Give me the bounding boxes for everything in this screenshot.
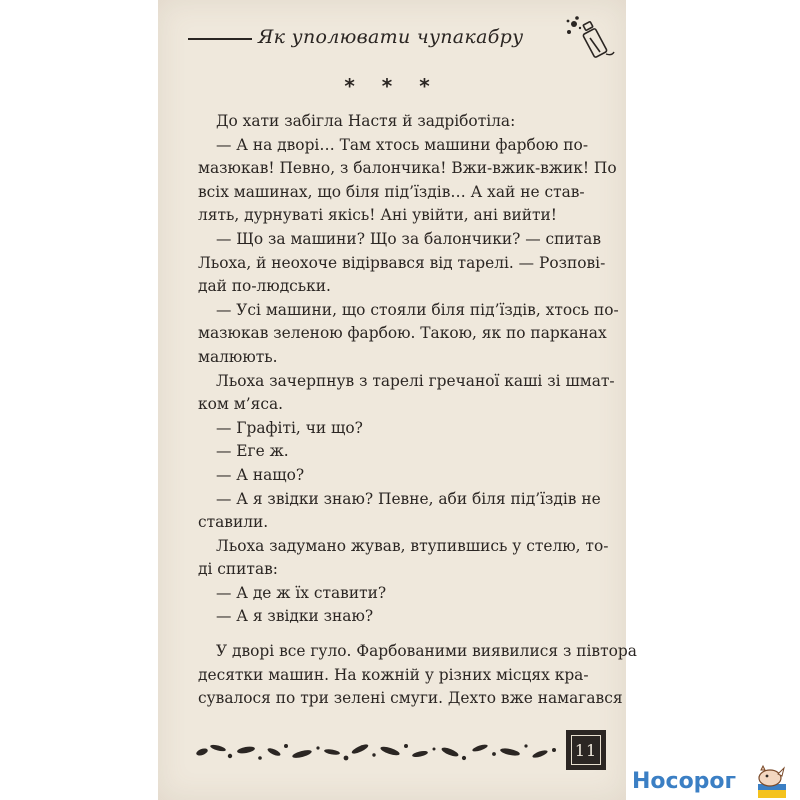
text-line: — А я звідки знаю? Певне, аби біля під’їздів не	[216, 489, 601, 508]
text-line: Льоха задумано жував, втупившись у стелю, то-	[216, 536, 609, 555]
text-line: ді спитав:	[198, 560, 278, 579]
text-line: У дворі все гуло. Фарбованими виявилися з півтора	[216, 642, 637, 661]
paragraph	[198, 134, 617, 228]
rhino-mascot-icon	[750, 764, 790, 800]
page-number-box	[566, 730, 606, 770]
text-line: сувалося по три зелені смуги. Дехто вже намагався	[198, 689, 623, 708]
paragraph	[198, 464, 578, 488]
text-line: — А на дворі… Там хтось машини фарбою по-	[216, 135, 589, 154]
text-line: мазюкав! Певно, з балончика! Вжи-вжик-вжик! По	[198, 159, 617, 178]
page-number: 11	[574, 740, 598, 760]
watermark-text: Носорог	[632, 769, 737, 794]
text-line: До хати забігла Настя й задріботіла:	[216, 112, 516, 130]
book-page	[158, 0, 637, 800]
paragraph	[198, 417, 578, 441]
running-head	[178, 14, 618, 60]
ink-splatter-ornament	[194, 738, 562, 764]
text-line: — Що за машини? Що за балончики? — спитав	[216, 229, 601, 248]
text-line: Льоха зачерпнув з тарелі гречаної каші зі шмат-	[216, 371, 615, 390]
paragraph	[198, 370, 615, 417]
text-line: лять, дурнуваті якісь! Ані увійти, ані вийти!	[198, 206, 557, 225]
paragraph-gap	[198, 629, 578, 640]
text-line: — Усі машини, що стояли біля під’їздів, хтось по-	[216, 300, 619, 319]
text-line: малюють.	[198, 347, 278, 366]
page-number-frame	[571, 735, 601, 765]
watermark	[622, 764, 800, 800]
text-line: — А де ж їх ставити?	[216, 583, 387, 602]
paragraph	[198, 640, 637, 711]
paragraph	[198, 440, 578, 464]
paragraph	[198, 228, 606, 299]
text-line: — Графіті, чи що?	[216, 418, 363, 437]
text-line: десятки машин. На кожній у різних місцях кра-	[198, 665, 589, 684]
running-title: Як уполювати чупакабру	[258, 26, 524, 48]
body-text	[198, 110, 637, 711]
text-line: мазюкав зеленою фарбою. Такою, як по парканах	[198, 324, 607, 343]
text-line: Льоха, й неохоче відірвався від тарелі. — Розпові-	[198, 253, 606, 272]
scene-divider: * * *	[344, 74, 440, 98]
paragraph	[198, 582, 578, 606]
paragraph	[198, 488, 601, 535]
text-line: ставили.	[198, 513, 269, 532]
text-line: дай по-людськи.	[198, 277, 331, 296]
paragraph	[198, 299, 619, 370]
paragraph	[198, 110, 578, 134]
text-line: ком м’яса.	[198, 395, 284, 414]
text-line: всіх машинах, що біля під’їздів… А хай не став-	[198, 182, 585, 201]
text-line: — Еге ж.	[216, 442, 289, 461]
text-line: — А я звідки знаю?	[216, 607, 374, 626]
head-rule	[188, 38, 252, 40]
paragraph	[198, 535, 609, 582]
paragraph	[198, 605, 578, 629]
text-line: — А нащо?	[216, 465, 305, 484]
spray-can-icon	[564, 14, 616, 60]
